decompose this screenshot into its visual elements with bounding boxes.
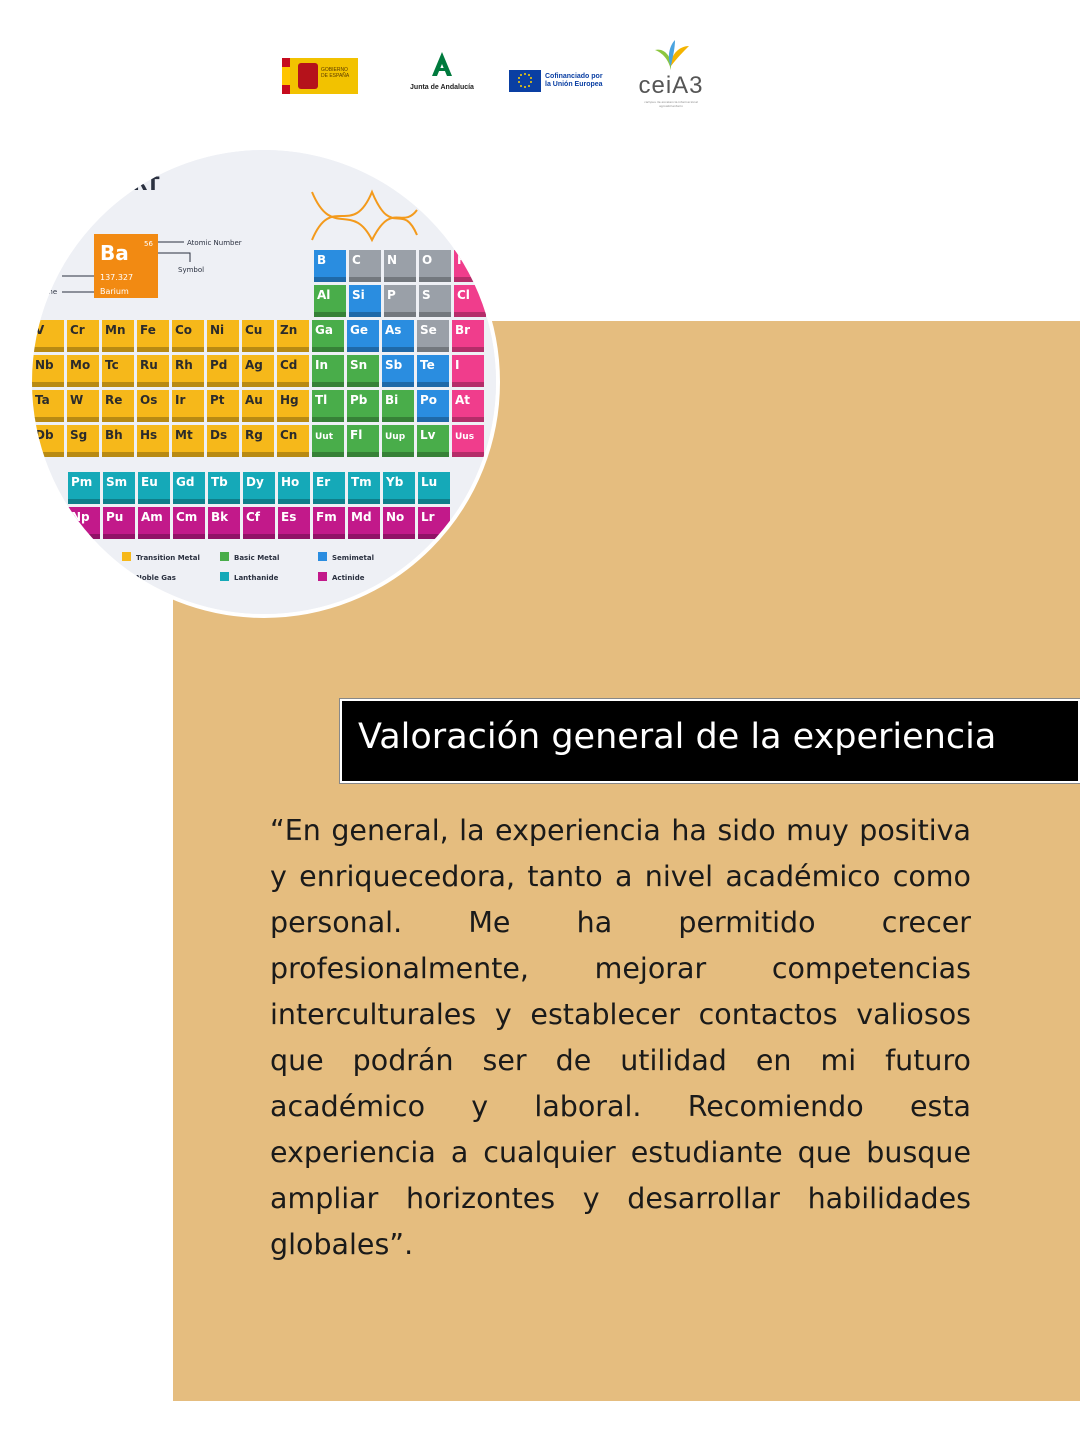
- element-tile-band: [277, 452, 309, 457]
- element-symbol: Fe: [140, 323, 156, 337]
- eu-text-line2: la Unión Europea: [545, 81, 603, 88]
- element-tile-band: [419, 277, 451, 282]
- element-tile-band: [313, 534, 345, 539]
- element-tile-band: [348, 534, 380, 539]
- element-tile-band: [242, 452, 274, 457]
- element-symbol: C: [352, 253, 361, 267]
- element-symbol: In: [315, 358, 329, 372]
- element-symbol: O: [422, 253, 433, 267]
- element-symbol: Mo: [70, 358, 91, 372]
- element-tile-band: [208, 499, 240, 504]
- element-tile-band: [103, 499, 135, 504]
- sprout-icon: [651, 40, 691, 72]
- element-symbol: Pb: [350, 393, 368, 407]
- element-tile-band: [243, 499, 275, 504]
- element-tile-band: [172, 347, 204, 352]
- element-tile-band: [312, 382, 344, 387]
- ceia3-wordmark: ceiA3: [638, 72, 704, 99]
- element-symbol: Os: [140, 393, 158, 407]
- element-symbol: Fl: [350, 428, 363, 442]
- element-symbol: At: [455, 393, 471, 407]
- element-symbol: Tm: [351, 475, 372, 489]
- element-symbol: Ge: [350, 323, 368, 337]
- element-tile-band: [347, 417, 379, 422]
- legend-swatch: [318, 572, 327, 581]
- element-tile-band: [452, 452, 484, 457]
- element-tile-band: [384, 277, 416, 282]
- element-symbol: Er: [316, 475, 331, 489]
- element-tile-band: [137, 347, 169, 352]
- element-tile-band: [242, 347, 274, 352]
- legend-swatch: [122, 552, 131, 561]
- element-symbol: Yb: [386, 475, 404, 489]
- element-tile-band: [32, 417, 64, 422]
- element-symbol: Sn: [350, 358, 368, 372]
- element-tile-band: [32, 347, 64, 352]
- element-tile-band: [347, 452, 379, 457]
- element-symbol: Lr: [421, 510, 435, 524]
- element-symbol: Pu: [106, 510, 124, 524]
- element-symbol: Eu: [141, 475, 158, 489]
- gobierno-espana-logo: [282, 58, 358, 94]
- element-symbol: Uus: [455, 432, 475, 442]
- element-symbol: Gd: [176, 475, 195, 489]
- element-tile-band: [208, 534, 240, 539]
- key-label-mass: s: [50, 272, 54, 280]
- element-symbol: Si: [352, 288, 365, 302]
- ceia3-subtitle: campus de excelencia internacional agroalimentario: [644, 100, 698, 108]
- element-symbol: Bi: [385, 393, 399, 407]
- element-tile-band: [67, 452, 99, 457]
- element-tile-band: [207, 417, 239, 422]
- element-tile-band: [417, 347, 449, 352]
- element-tile-band: [418, 499, 450, 504]
- element-symbol: Pd: [210, 358, 228, 372]
- element-symbol: B: [317, 253, 327, 267]
- element-tile-band: [68, 499, 100, 504]
- key-symbol: Ba: [100, 241, 129, 265]
- element-symbol: Hg: [280, 393, 299, 407]
- element-symbol: Se: [420, 323, 437, 337]
- element-symbol: Mt: [175, 428, 193, 442]
- element-symbol: Tb: [211, 475, 228, 489]
- element-tile-band: [349, 277, 381, 282]
- element-tile-band: [102, 347, 134, 352]
- logo-bar: [0, 40, 1080, 110]
- element-symbol: Cd: [280, 358, 298, 372]
- element-symbol: Ta: [35, 393, 50, 407]
- element-symbol: Re: [105, 393, 123, 407]
- legend-swatch: [220, 552, 229, 561]
- element-symbol: Np: [71, 510, 90, 524]
- element-tile-band: [312, 417, 344, 422]
- key-number: 56: [144, 240, 153, 248]
- testimonial-quote: “En general, la experiencia ha sido muy positiva y enriquecedora, tanto a nivel académico como personal. Me ha permitido crecer profesionalmente, mejorar competencias interculturales y establecer contactos valiosos que podrán ser de utilidad en mi futuro académico y laboral. Recomiendo esta experiencia a cualquier estudiante que busque ampliar horizontes y desarrollar habilidades globales”.: [270, 814, 971, 1261]
- element-symbol: Uup: [385, 432, 406, 442]
- element-tile-band: [312, 452, 344, 457]
- element-tile-band: [314, 277, 346, 282]
- section-heading-box: [340, 699, 1080, 783]
- element-symbol: Zn: [280, 323, 298, 337]
- element-tile-band: [32, 452, 64, 457]
- element-symbol: Tl: [315, 393, 328, 407]
- element-tile-band: [102, 452, 134, 457]
- element-symbol: Bk: [211, 510, 229, 524]
- element-tile-band: [68, 534, 100, 539]
- legend-label: Noble Gas: [136, 574, 176, 582]
- element-tile-band: [383, 499, 415, 504]
- element-symbol: Fm: [316, 510, 337, 524]
- element-tile-band: [452, 347, 484, 352]
- element-symbol: N: [387, 253, 398, 267]
- element-symbol: Dy: [246, 475, 264, 489]
- junta-andalucia-logo: [404, 52, 480, 96]
- element-symbol: Mn: [105, 323, 126, 337]
- element-tile-band: [138, 534, 170, 539]
- legend-label: Lanthanide: [234, 574, 279, 582]
- element-tile-band: [277, 347, 309, 352]
- key-mass: 137.327: [100, 273, 134, 282]
- element-symbol: Br: [455, 323, 471, 337]
- element-tile-band: [417, 417, 449, 422]
- element-tile-band: [172, 417, 204, 422]
- element-symbol: Cr: [70, 323, 85, 337]
- element-symbol: Lu: [421, 475, 438, 489]
- junta-mark-icon: [428, 52, 456, 76]
- element-tile-band: [277, 382, 309, 387]
- element-tile-band: [382, 382, 414, 387]
- element-tile-band: [348, 499, 380, 504]
- element-symbol: Hs: [140, 428, 158, 442]
- element-tile-band: [102, 382, 134, 387]
- key-label-atomic-number: Atomic Number: [187, 239, 242, 247]
- element-tile-band: [347, 347, 379, 352]
- element-tile-band: [172, 452, 204, 457]
- element-symbol: Sm: [106, 475, 128, 489]
- element-tile-band: [207, 347, 239, 352]
- ceia3-logo: [634, 40, 708, 110]
- legend-label: Transition Metal: [136, 554, 200, 562]
- element-symbol: Rg: [245, 428, 263, 442]
- coat-of-arms-icon: [298, 63, 318, 89]
- element-tile-band: [138, 499, 170, 504]
- element-tile-band: [207, 452, 239, 457]
- element-symbol: Nb: [35, 358, 54, 372]
- legend-label: Basic Metal: [234, 554, 280, 562]
- element-tile-band: [102, 417, 134, 422]
- element-symbol: Ru: [140, 358, 158, 372]
- element-tile-band: [67, 417, 99, 422]
- element-symbol: Ds: [210, 428, 228, 442]
- element-tile-band: [32, 382, 64, 387]
- element-tile-band: [349, 312, 381, 317]
- element-tile-band: [312, 347, 344, 352]
- element-tile-band: [172, 382, 204, 387]
- element-tile-band: [382, 347, 414, 352]
- element-tile-band: [278, 499, 310, 504]
- element-tile-band: [314, 312, 346, 317]
- element-symbol: No: [386, 510, 405, 524]
- element-symbol: Am: [141, 510, 163, 524]
- element-symbol: Sb: [385, 358, 403, 372]
- element-symbol: W: [70, 393, 84, 407]
- element-tile-band: [137, 382, 169, 387]
- junta-logo-text: Junta de Andalucía: [410, 84, 474, 91]
- element-tile-band: [242, 417, 274, 422]
- element-tile-band: [313, 499, 345, 504]
- element-tile-band: [103, 534, 135, 539]
- element-symbol: Ni: [210, 323, 225, 337]
- element-tile-band: [417, 382, 449, 387]
- element-tile-band: [173, 534, 205, 539]
- element-tile-band: [419, 312, 451, 317]
- periodic-table-graphic: [32, 150, 496, 614]
- element-symbol: Po: [420, 393, 438, 407]
- element-symbol: Te: [420, 358, 435, 372]
- element-symbol: Tc: [105, 358, 119, 372]
- eu-text-line1: Cofinanciado por: [545, 73, 603, 80]
- element-tile-band: [278, 534, 310, 539]
- element-tile-band: [382, 417, 414, 422]
- element-tile-band: [347, 382, 379, 387]
- element-symbol: Ag: [245, 358, 263, 372]
- spain-logo-text: GOBIERNO DE ESPAÑA: [321, 67, 350, 79]
- element-tile-band: [277, 417, 309, 422]
- element-symbol: Cm: [176, 510, 198, 524]
- element-tile-band: [384, 312, 416, 317]
- element-symbol: Md: [351, 510, 372, 524]
- element-symbol: F: [457, 253, 466, 267]
- element-symbol: Bh: [105, 428, 123, 442]
- element-symbol: Cf: [246, 510, 261, 524]
- legend-label: Semimetal: [332, 554, 374, 562]
- element-tile-band: [67, 382, 99, 387]
- element-symbol: Ga: [315, 323, 333, 337]
- key-label-name: me: [46, 288, 58, 296]
- legend-swatch: [318, 552, 327, 561]
- legend-swatch: [122, 572, 131, 581]
- element-symbol: P: [387, 288, 396, 302]
- element-symbol: Au: [245, 393, 263, 407]
- element-symbol: Cu: [245, 323, 263, 337]
- legend-swatch: [220, 572, 229, 581]
- element-tile-band: [137, 452, 169, 457]
- element-symbol: Pt: [210, 393, 225, 407]
- chart-title-fragment: ART: [118, 173, 160, 195]
- element-symbol: Pm: [71, 475, 93, 489]
- element-symbol: Lv: [420, 428, 436, 442]
- element-symbol: As: [385, 323, 402, 337]
- eu-flag-icon: [509, 70, 541, 92]
- eu-cofinanced-logo: [509, 70, 609, 92]
- element-symbol: Es: [281, 510, 297, 524]
- element-tile-band: [173, 499, 205, 504]
- element-tile-band: [243, 534, 275, 539]
- element-tile-band: [207, 382, 239, 387]
- element-symbol: Co: [175, 323, 193, 337]
- element-tile-band: [454, 312, 486, 317]
- element-symbol: Al: [317, 288, 331, 302]
- element-symbol: I: [455, 358, 460, 372]
- legend-label: Actinide: [332, 574, 365, 582]
- element-symbol: Db: [35, 428, 54, 442]
- element-tile-band: [417, 452, 449, 457]
- element-tile-band: [137, 417, 169, 422]
- spain-flag-icon: [282, 58, 290, 94]
- section-heading: Valoración general de la experiencia: [358, 717, 997, 757]
- element-tile-band: [383, 534, 415, 539]
- element-tile-band: [67, 347, 99, 352]
- element-symbol: Ho: [281, 475, 300, 489]
- key-name: Barium: [100, 287, 129, 296]
- element-symbol: S: [422, 288, 431, 302]
- periodic-table-image: [28, 146, 500, 618]
- element-symbol: Sg: [70, 428, 88, 442]
- element-symbol: Cl: [457, 288, 470, 302]
- element-tile-band: [242, 382, 274, 387]
- element-tile-band: [382, 452, 414, 457]
- element-tile-band: [452, 417, 484, 422]
- key-label-symbol: Symbol: [178, 266, 205, 274]
- element-tile-band: [454, 277, 486, 282]
- element-symbol: Rh: [175, 358, 193, 372]
- element-symbol: V: [35, 323, 45, 337]
- element-symbol: Cn: [280, 428, 298, 442]
- element-symbol: Ir: [175, 393, 186, 407]
- element-symbol: Uut: [315, 432, 334, 442]
- element-tile-band: [452, 382, 484, 387]
